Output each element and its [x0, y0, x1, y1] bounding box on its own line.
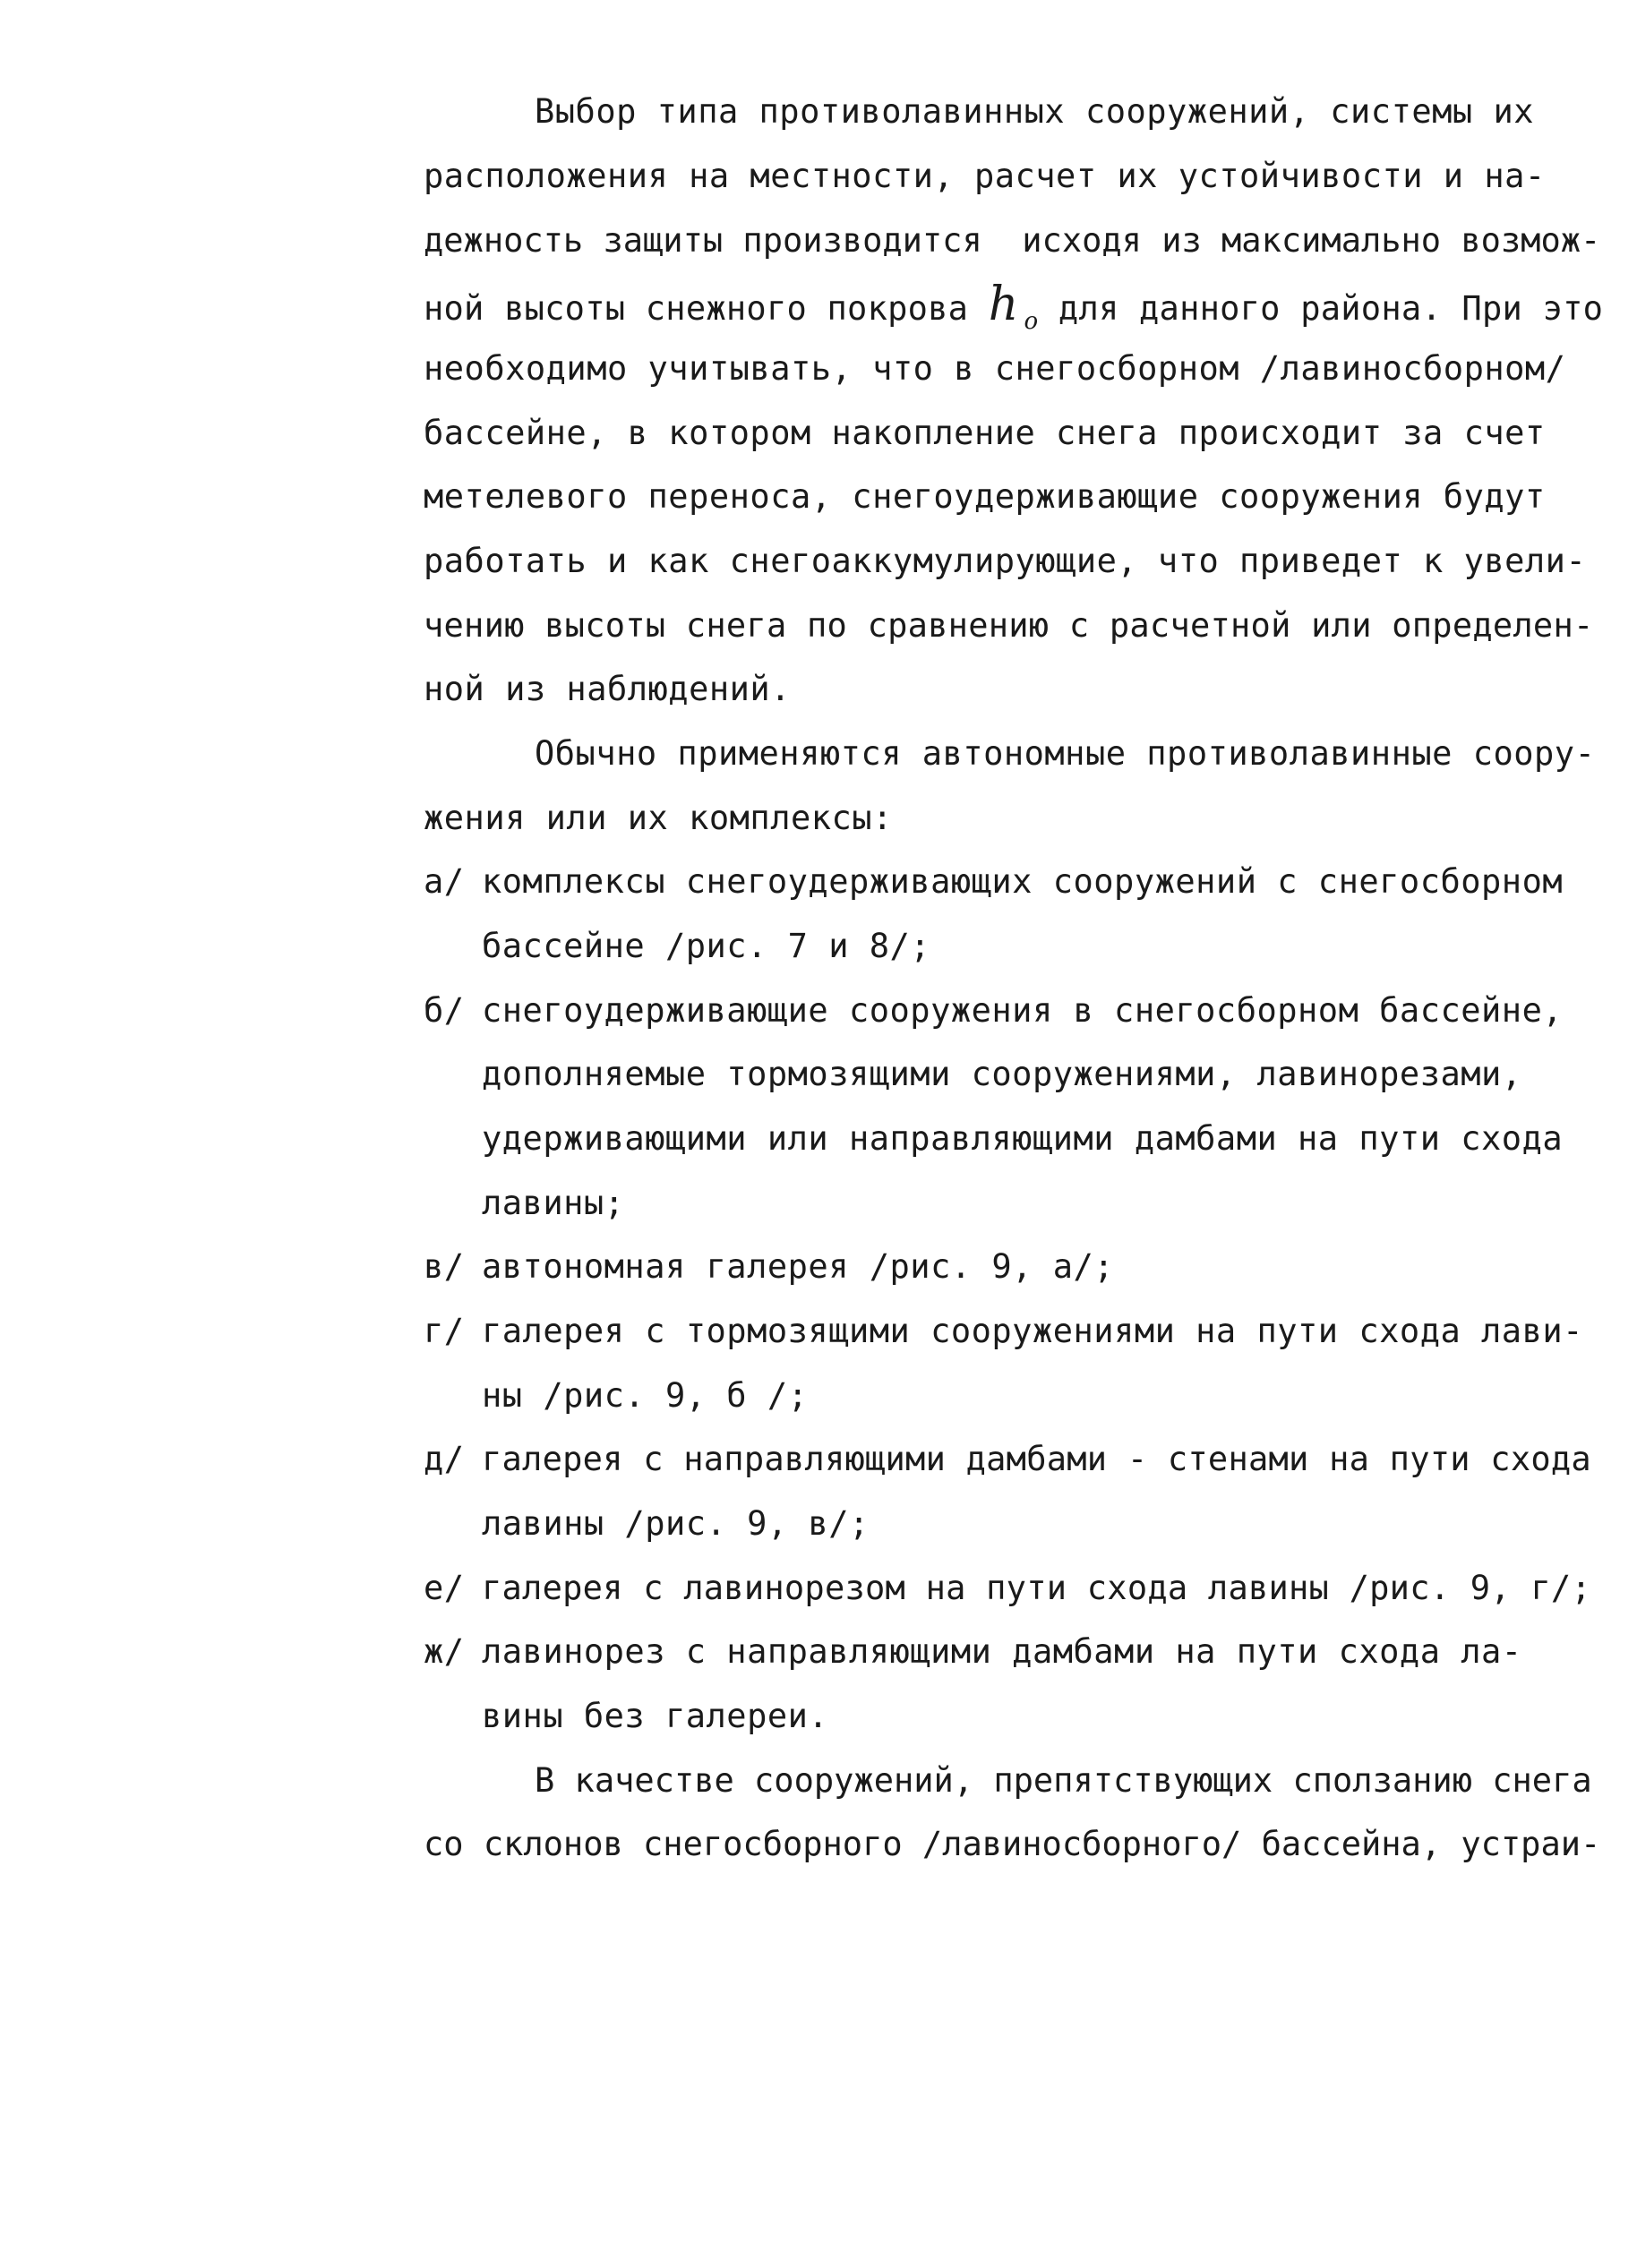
list-item-line: лавины /рис. 9, в/;: [482, 1504, 870, 1543]
list-item-marker: г/: [424, 1312, 465, 1350]
paragraph2-line: Обычно применяются автономные противолавинные соору-: [535, 734, 1596, 773]
list-item-line: галерея с тормозящими сооружениями на пути схода лави-: [482, 1312, 1583, 1350]
paragraph1-line: метелевого переноса, снегоудерживающие сооружения будут: [424, 477, 1546, 516]
line-text-after-symbol: для данного района. При это: [1038, 289, 1604, 328]
paragraph1-line: бассейне, в котором накопление снега происходит за счет: [424, 414, 1546, 452]
paragraph1-line-with-symbol: [424, 278, 1604, 341]
paragraph1-line: чению высоты снега по сравнению с расчетной или определен-: [424, 606, 1594, 645]
list-item-line: автономная галерея /рис. 9, а/;: [482, 1247, 1115, 1286]
paragraph3-line: В качестве сооружений, препятствующих сползанию снега: [535, 1761, 1592, 1800]
paragraph1-line: необходимо учитывать, что в снегосборном /лавиносборном/: [424, 349, 1566, 388]
list-item-line: галерея с лавинорезом на пути схода лавины /рис. 9, г/;: [482, 1569, 1591, 1607]
list-item-marker: в/: [424, 1247, 465, 1286]
line-text-before-symbol: ной высоты снежного покрова: [424, 289, 989, 328]
paragraph1-line: ной из наблюдений.: [424, 670, 791, 708]
list-item-line: галерея с направляющими дамбами - стенами на пути схода: [482, 1440, 1591, 1478]
list-item-line: ны /рис. 9, б /;: [482, 1376, 809, 1415]
list-item-marker: е/: [424, 1569, 465, 1607]
list-item-marker: а/: [424, 862, 465, 901]
list-item-marker: б/: [424, 991, 465, 1030]
list-item-line: комплексы снегоудерживающих сооружений с снегосборном: [482, 862, 1564, 901]
height-symbol: h o: [988, 278, 1039, 335]
paragraph2-line: жения или их комплексы:: [424, 799, 893, 837]
list-item-line: снегоудерживающие сооружения в снегосборном бассейне,: [482, 991, 1564, 1030]
paragraph1-line: дежность защиты производится исходя из максимально возмож-: [424, 221, 1601, 260]
paragraph1-line: Выбор типа противолавинных сооружений, системы их: [535, 92, 1535, 131]
list-item-line: лавины;: [482, 1184, 625, 1222]
paragraph3-line: со склонов снегосборного /лавиносборного/ бассейна, устраи-: [424, 1825, 1601, 1863]
list-item-line: вины без галереи.: [482, 1697, 829, 1735]
list-item-line: бассейне /рис. 7 и 8/;: [482, 927, 931, 965]
paragraph1-line: расположения на местности, расчет их устойчивости и на-: [424, 157, 1546, 195]
list-item-line: удерживающими или направляющими дамбами на пути схода: [482, 1119, 1564, 1158]
height-symbol-subscript: o: [1024, 308, 1039, 335]
paragraph1-line: работать и как снегоаккумулирующие, что приведет к увели-: [424, 542, 1587, 580]
list-item-marker: д/: [424, 1440, 465, 1478]
list-item-line: лавинорез с направляющими дамбами на пути схода ла-: [482, 1632, 1522, 1671]
list-item-line: дополняемые тормозящими сооружениями, лавинорезами,: [482, 1055, 1522, 1093]
list-item-marker: ж/: [424, 1632, 465, 1671]
